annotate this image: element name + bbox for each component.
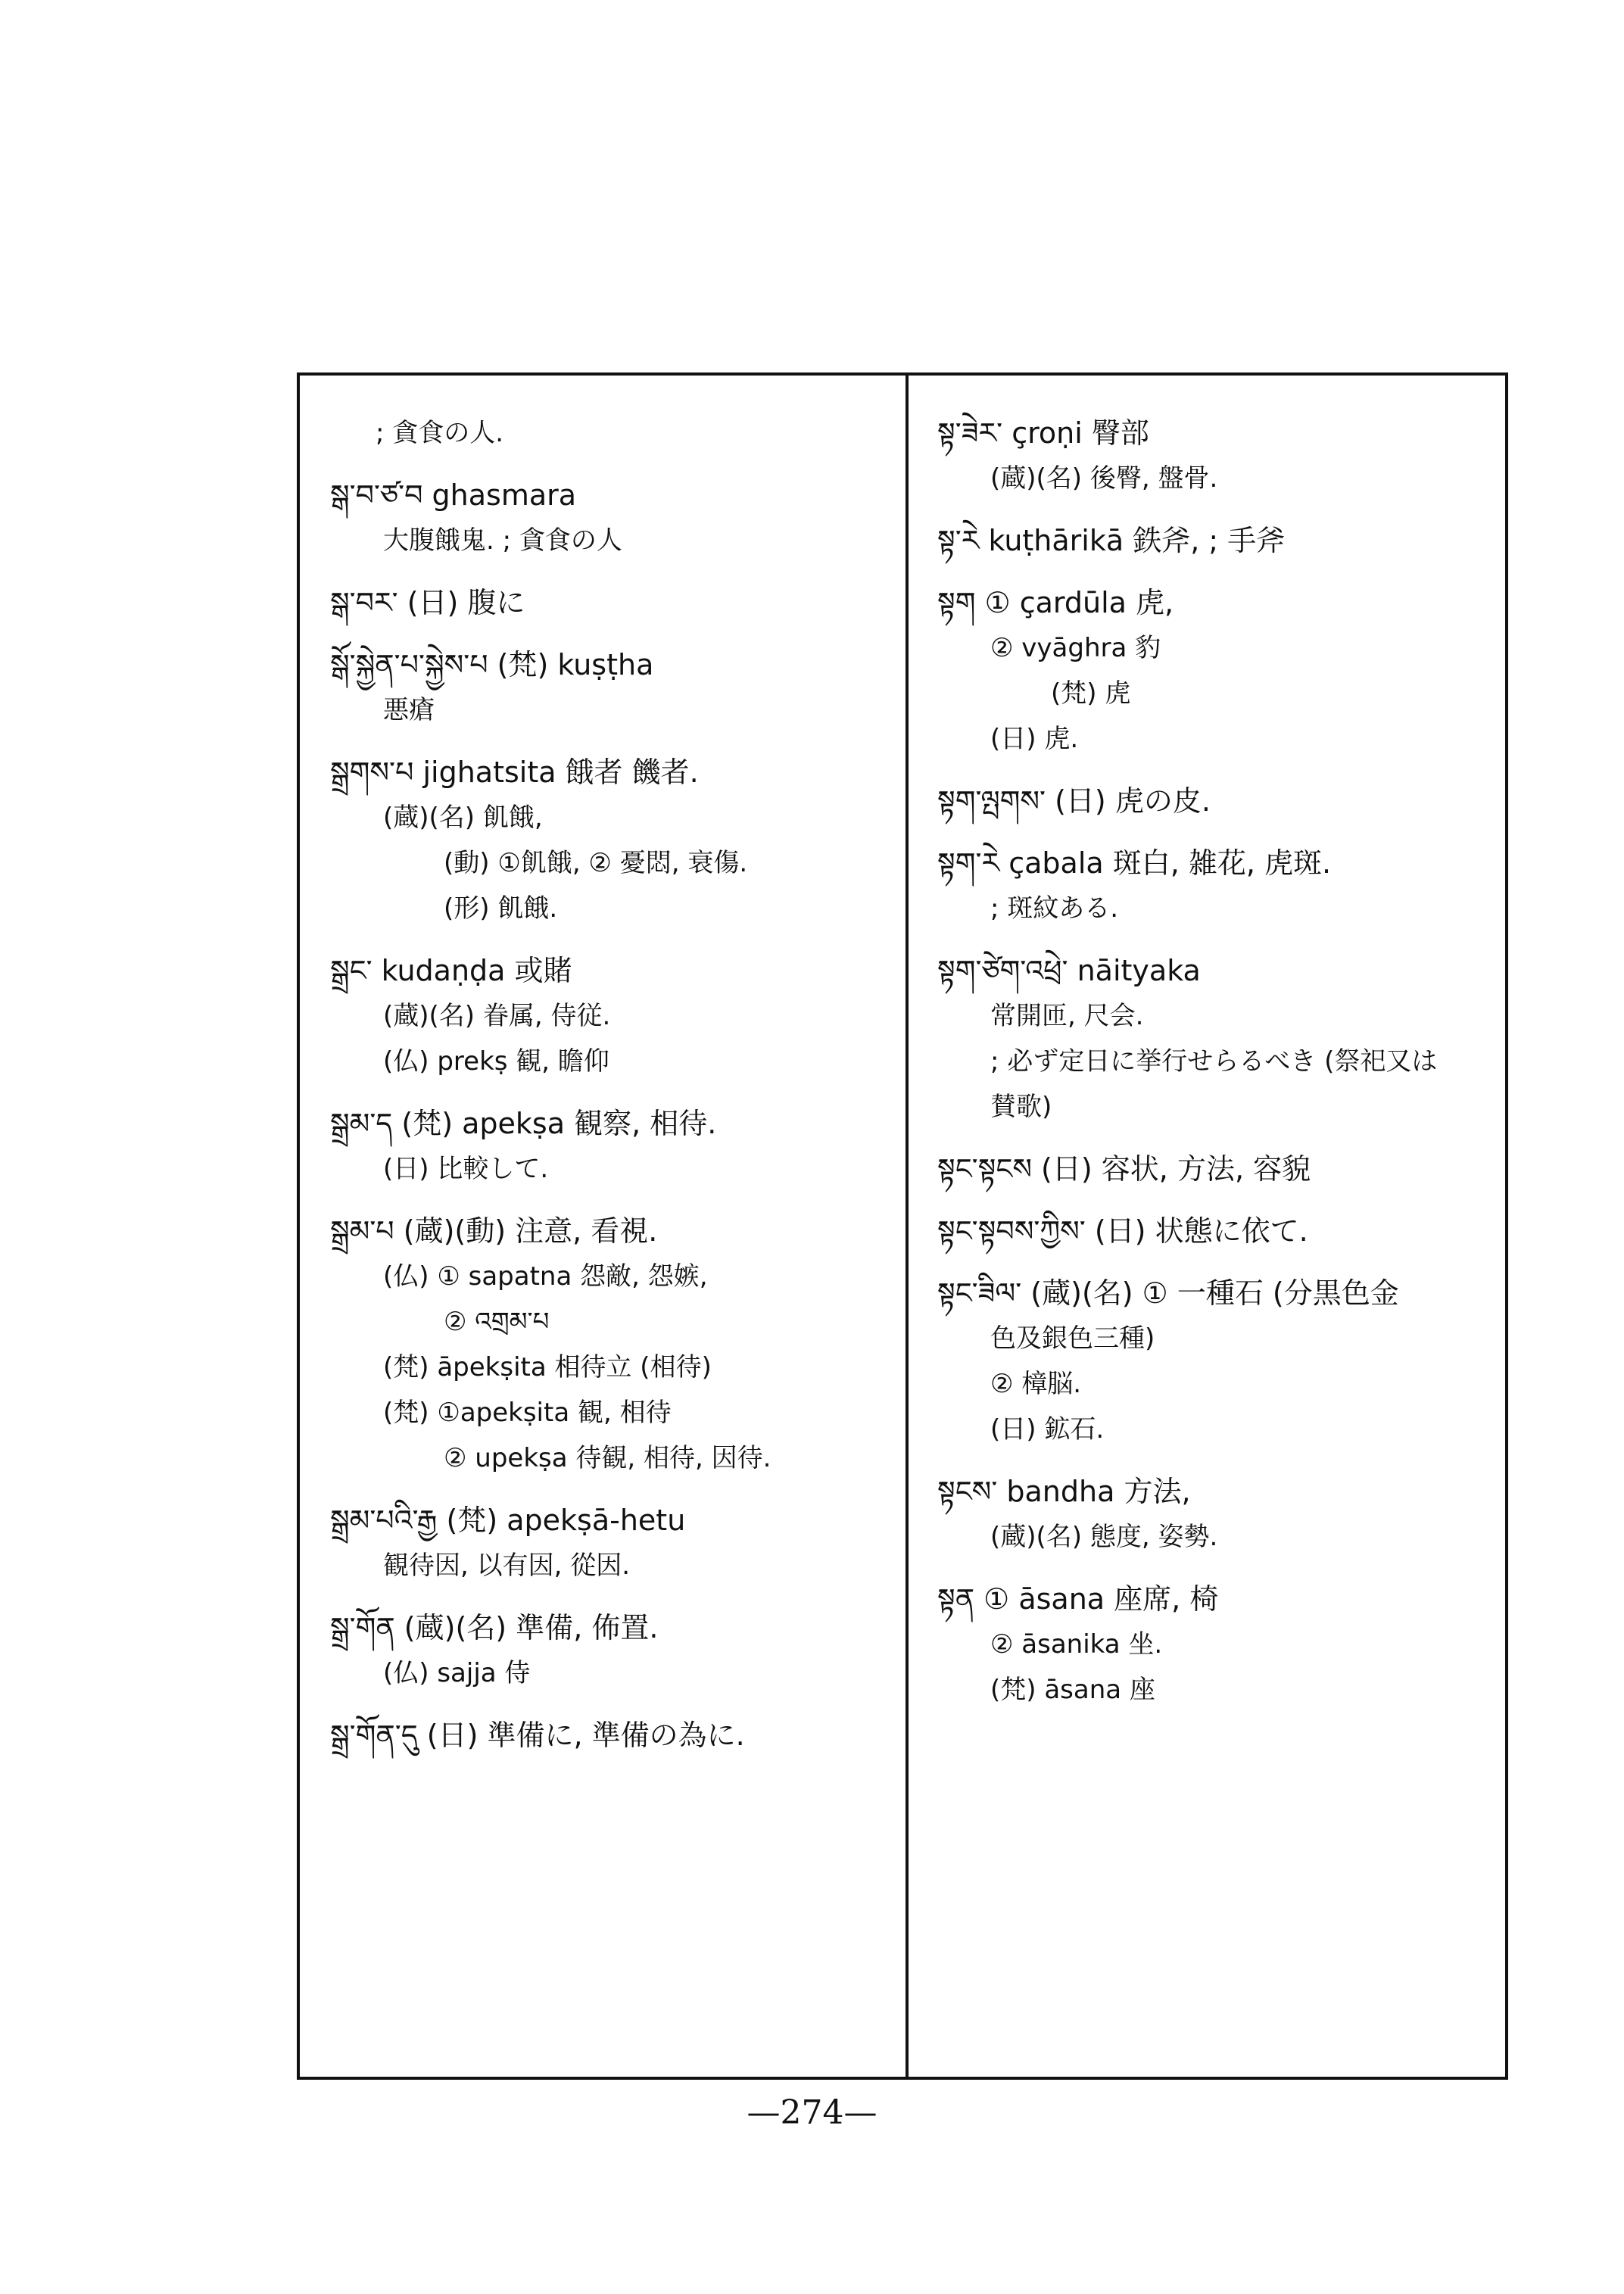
entry-line: 悪瘡 [383,695,435,725]
entry-line: (日) 鉱石. [990,1414,1105,1445]
headword-line: སྒ་བ་ཙ་བ ghasmara [330,478,577,512]
entry-line: (梵) āsana 座 [990,1675,1155,1705]
entry-line: (蔵)(名) 態度, 姿勢. [990,1522,1218,1552]
headword-line: སྟང་ཟིལ་ (蔵)(名) ① 一種石 (分黒色金 [937,1276,1399,1310]
headword-line: སྟག ① çardūla 虎, [937,586,1174,619]
entry-line: (仏) sajja 侍 [383,1658,531,1688]
headword-line: སྒོ་སྐྱེན་པ་སྐྱེས་པ (梵) kuṣṭha [330,648,654,681]
entry-line: ② upekṣa 待観, 相待, 因待. [444,1443,771,1473]
entry-line: (蔵)(名) 眷属, 侍従. [383,1001,611,1031]
right-column [909,376,1508,2077]
headword-line: སྒྲང་ kudaṇḍa 或賭 [330,954,572,987]
entry-line: ② 樟脳. [990,1369,1082,1399]
entry-line: ; 貪食の人. [376,418,504,448]
entry-line: (形) 飢餓. [444,893,558,924]
entry-line: (動) ①飢餓, ② 憂悶, 衰傷. [444,848,748,878]
headword-line: སྒྲགས་པ jighatsita 餓者 饑者. [330,756,699,789]
entry-line: (日) 比較して. [383,1154,549,1184]
headword-line: སྟང་སྟངས (日) 容状, 方法, 容貌 [937,1152,1311,1186]
entry-line: ② āsanika 坐. [990,1629,1163,1660]
entry-line: (日) 虎. [990,724,1079,754]
headword-line: སྟག་ཙེག་འཕྲེ་ nāityaka [937,954,1201,987]
headword-line: སྒྲམ་ད (梵) apekṣa 観察, 相待. [330,1107,717,1140]
headword-line: སྟངས་ bandha 方法, [937,1475,1191,1508]
headword-line: སྒྲ་གོན (蔵)(名) 準備, 佈置. [330,1611,659,1644]
headword-line: སྟག་རེ çabala 斑白, 雑花, 虎斑. [937,846,1332,880]
entry-line: (仏) prekṣ 観, 瞻仰 [383,1046,609,1077]
entry-line: (梵) 虎 [1051,678,1131,709]
entry-line: 観待因, 以有因, 從因. [383,1551,631,1581]
headword-line: སྟན ① āsana 座席, 椅 [937,1582,1219,1616]
entry-line: 常開匝, 尺会. [990,1001,1144,1031]
entry-line: ; 斑紋ある. [990,893,1119,924]
headword-line: སྟ་ཟེར་ çroṇi 臀部 [937,416,1149,450]
page-frame [297,372,1508,2080]
entry-line: 大腹餓鬼. ; 貪食の人 [383,525,622,556]
entry-line: 色及銀色三種) [990,1323,1155,1354]
entry-line: ; 必ず定日に挙行せらるべき (祭祀又は [990,1046,1438,1077]
headword-line: སྒྲམ་པ (蔵)(動) 注意, 看視. [330,1214,658,1248]
headword-line: སྟང་སྟབས་ཀྱིས་ (日) 状態に依て. [937,1214,1308,1248]
page-number: —274— [747,2093,877,2132]
entry-line: (梵) āpekṣita 相待立 (相待) [383,1352,712,1382]
headword-line: སྟ་རེ kuṭhārikā 鉄斧, ; 手斧 [937,524,1286,557]
entry-line: (梵) ①apekṣita 観, 相待 [383,1398,672,1428]
left-column [300,376,906,2077]
headword-line: སྒ་བར་ (日) 腹に [330,586,525,619]
entry-line: (蔵)(名) 飢餓, [383,803,543,833]
entry-line: ② vyāghra 豹 [990,633,1161,663]
headword-line: སྒྲ་གོན་དུ (日) 準備に, 準備の為に. [330,1719,745,1752]
entry-line: ② འགྲམ་པ [444,1307,550,1337]
entry-line: (蔵)(名) 後臀, 盤骨. [990,463,1218,494]
entry-line: 賛歌) [990,1092,1052,1122]
entry-line: (仏) ① sapatna 怨敵, 怨嫉, [383,1261,708,1292]
headword-line: སྟག་ལྤགས་ (日) 虎の皮. [937,784,1211,818]
headword-line: སྒྲམ་པའི་རྒྱ (梵) apekṣā-hetu [330,1504,686,1537]
